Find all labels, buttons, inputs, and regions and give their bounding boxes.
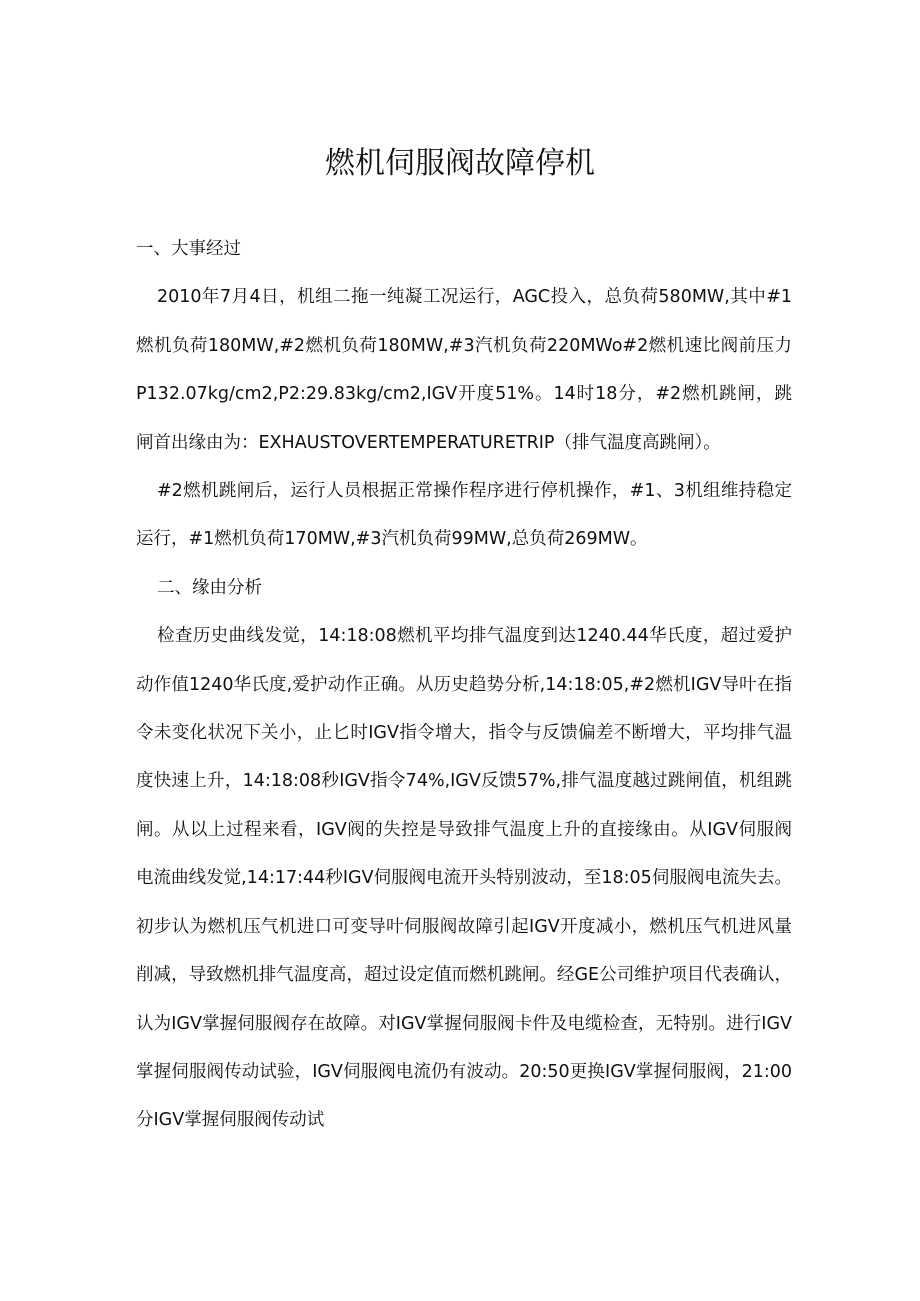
section-1-paragraph-2: #2燃机跳闸后，运行人员根据正常操作程序进行停机操作，#1、3机组维持稳定运行，#1燃机负荷170MW,#3汽机负荷99MW,总负荷269MW。: [136, 481, 792, 550]
section-heading-1: 一、大事经过: [136, 239, 241, 259]
document-title: 燃机伺服阀故障停机: [325, 146, 595, 181]
section-1-paragraph-1: 2010年7月4日，机组二拖一纯凝工况运行，AGC投入，总负荷580MW,其中#1燃机负荷180MW,#2燃机负荷180MW,#3汽机负荷220MWo#2燃机速比阀前压力P132.07kg/cm2,P2:29.83kg/cm2,IGV开度51%。14时18分，#2燃机跳闸，跳闸首出缘由为：EXHAUSTOVERTEMPERATURETRIP（排气温度高跳闸）。: [136, 287, 792, 453]
section-heading-2: 二、缘由分析: [157, 577, 262, 598]
section-2-paragraph-1: 检查历史曲线发觉，14:18:08燃机平均排气温度到达1240.44华氏度，超过爱护动作值1240华氏度,爱护动作正确。从历史趋势分析,14:18:05,#2燃机IGV导叶在指令未变化状况下关小，止匕时IGV指令增大，指令与反馈偏差不断增大，平均排气温度快速上升，14:18:08秒IGV指令74%,IGV反馈57%,排气温度越过跳闸值，机组跳闸。从以上过程来看，IGV阀的失控是导致排气温度上升的直接缘由。从IGV伺服阀电流曲线发觉,14:17:44秒IGV伺服阀电流开头特别波动，至18:05伺服阀电流失去。初步认为燃机压气机进口可变导叶伺服阀故障引起IGV开度减小，燃机压气机进风量削减，导致燃机排气温度高，超过设定值而燃机跳闸。经GE公司维护项目代表确认，认为IGV掌握伺服阀存在故障。对IGV掌握伺服阀卡件及电缆检查，无特别。进行IGV掌握伺服阀传动试验，IGV伺服阀电流仍有波动。20:50更换IGV掌握伺服阀，21:00分IGV掌握伺服阀传动试: [136, 626, 792, 1131]
document-body: [136, 225, 792, 1145]
